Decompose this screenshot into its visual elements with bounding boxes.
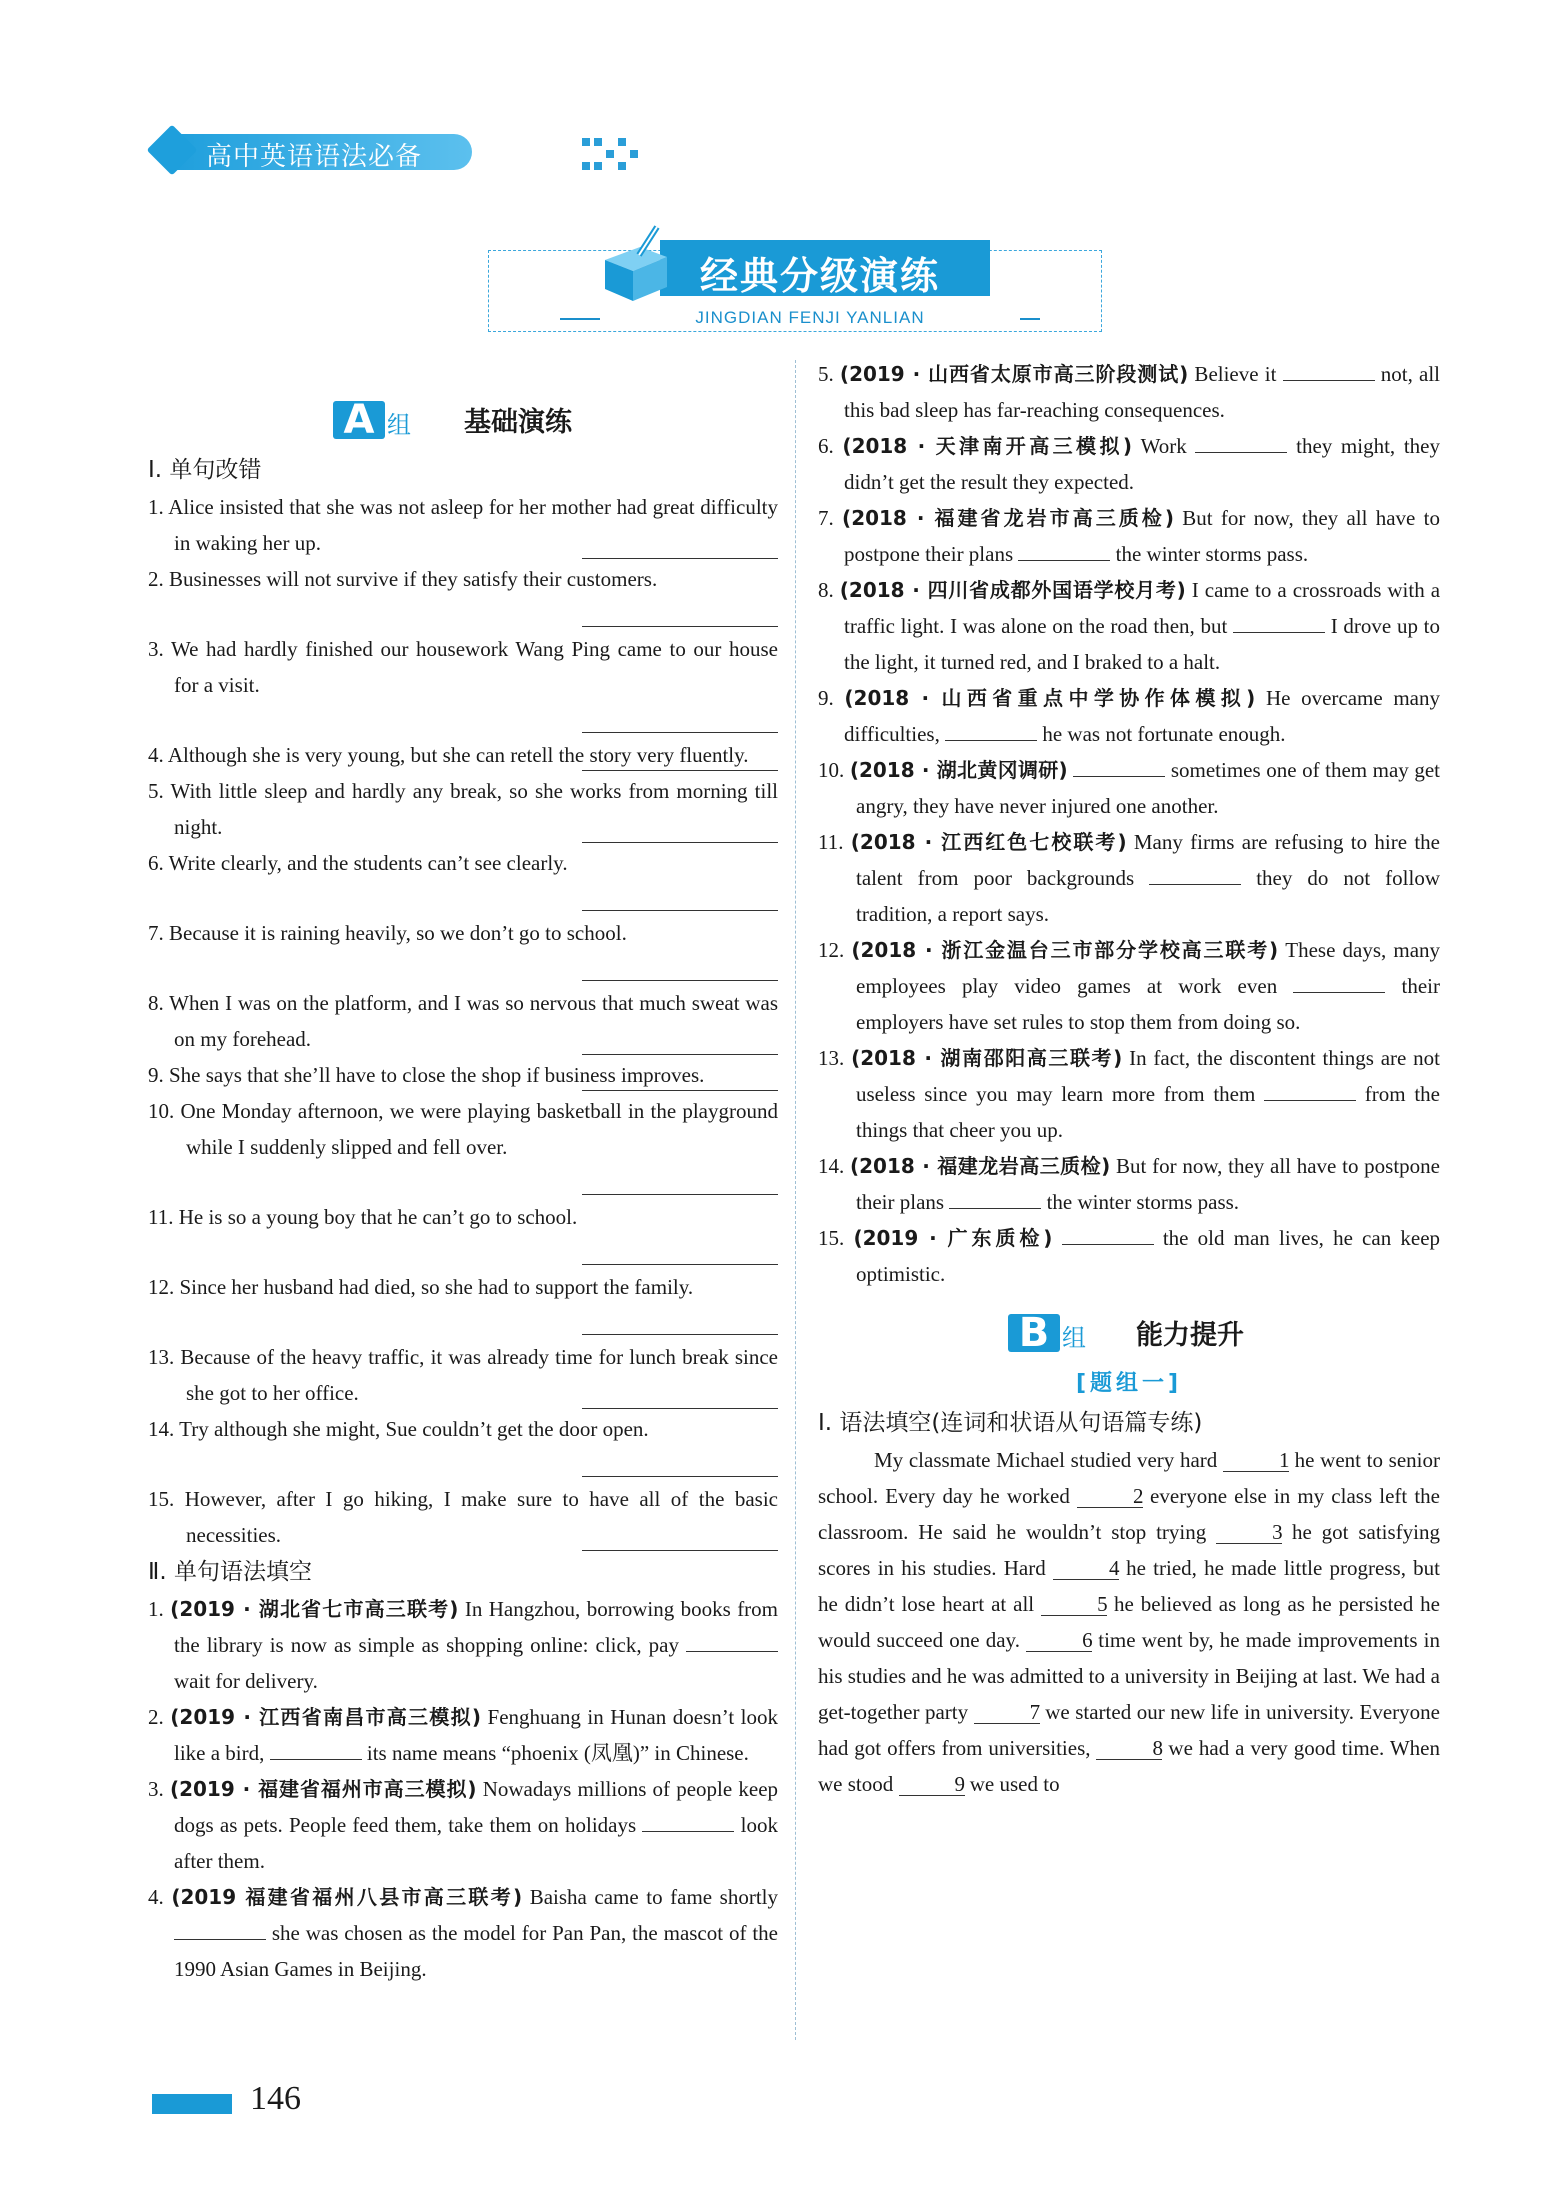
item-text-before: These days, many employees play video games at work even [856, 938, 1441, 998]
passage-blank[interactable]: 9 [899, 1773, 965, 1796]
passage-segment: we had a very good time. When we stood [818, 1736, 1441, 1796]
fill-blank[interactable] [642, 1811, 734, 1832]
correction-sentence: 2. Businesses will not survive if they satisfy their customers. [148, 567, 658, 591]
section-title: 经典分级演练 [700, 254, 941, 298]
passage-segment: he got satisfying scores in his studies. Hard [818, 1520, 1440, 1580]
item-number: 9. [818, 686, 845, 710]
item-text-after: they do not follow tradition, a report says. [856, 866, 1440, 926]
fill-in-item [148, 1771, 778, 1879]
item-source: (2018 · 四川省成都外国语学校月考) [839, 578, 1186, 602]
item-text-after: from the things that cheer you up. [856, 1082, 1440, 1142]
answer-line[interactable] [148, 1447, 778, 1481]
item-source: (2019 福建省福州八县市高三联考) [171, 1885, 523, 1909]
book-title: 高中英语语法必备 [206, 142, 423, 172]
answer-line[interactable] [148, 881, 778, 915]
fill-in-item [818, 680, 1440, 752]
correction-list [148, 489, 778, 1553]
fill-in-item [818, 1040, 1440, 1148]
item-text-before [1052, 1226, 1061, 1250]
item-text-after: wait for delivery. [174, 1669, 318, 1693]
correction-sentence: 15. However, after I go hiking, I make sure to have all of the basic necessities. [148, 1487, 778, 1547]
item-source: (2018 · 福建龙岩高三质检) [849, 1154, 1111, 1178]
correction-sentence: 7. Because it is raining heavily, so we don’t go to school. [148, 921, 627, 945]
passage-segment: time went by, he made improvements in his studies and he was admitted to a university in Beijing at last. We had a get-together party [818, 1628, 1441, 1724]
cube-pencil-icon [595, 225, 675, 305]
book-header-tag [150, 128, 570, 174]
section-heading-fill-in: Ⅱ. 单句语法填空 [148, 1559, 312, 1585]
fill-in-item [818, 1220, 1440, 1292]
correction-sentence: 3. We had hardly finished our housework Wang Ping came to our house for a visit. [148, 637, 778, 697]
item-source: (2019 · 江西省南昌市高三模拟) [170, 1705, 481, 1729]
group-b-title: 能力提升 [1136, 1320, 1244, 1351]
passage-blank[interactable]: 2 [1077, 1485, 1143, 1508]
fill-in-list-right [818, 356, 1440, 1292]
fill-in-item [818, 752, 1440, 824]
item-number: 3. [148, 1777, 170, 1801]
answer-line[interactable] [148, 951, 778, 985]
correction-item [148, 489, 778, 561]
fill-blank[interactable] [1293, 972, 1385, 993]
correction-sentence: 8. When I was on the platform, and I was so nervous that much sweat was on my forehead. [148, 991, 778, 1051]
passage-text [818, 1442, 1440, 1802]
passage-segment: he believed as long as he persisted he would succeed one day. [818, 1592, 1440, 1652]
correction-sentence: 14. Try although she might, Sue couldn’t get the door open. [148, 1417, 649, 1441]
item-text-after: he was not fortunate enough. [1037, 722, 1286, 746]
fill-blank[interactable] [1018, 540, 1110, 561]
passage-blank[interactable]: 5 [1041, 1593, 1107, 1616]
item-source: (2018 · 江西红色七校联考) [850, 830, 1127, 854]
item-text-after: she was chosen as the model for Pan Pan, the mascot of the 1990 Asian Games in Beijing. [174, 1921, 778, 1981]
correction-sentence: 10. One Monday afternoon, we were playing basketball in the playground while I suddenly slipped and fell over. [148, 1099, 778, 1159]
item-number: 6. [818, 434, 843, 458]
answer-line[interactable] [148, 597, 778, 631]
item-text-before: Baisha came to fame shortly [522, 1885, 779, 1909]
item-number: 7. [818, 506, 843, 530]
fill-in-list-left [148, 1591, 778, 1987]
item-source: (2018 · 山西省重点中学协作体模拟) [844, 686, 1256, 710]
item-text-after: their employers have set rules to stop them from doing so. [856, 974, 1441, 1034]
fill-blank[interactable] [945, 720, 1037, 741]
correction-item [148, 561, 778, 631]
fill-in-item [818, 932, 1440, 1040]
correction-sentence: 11. He is so a young boy that he can’t go to school. [148, 1205, 578, 1229]
passage-blank[interactable]: 8 [1096, 1737, 1162, 1760]
section-heading-correction: Ⅰ. 单句改错 [148, 457, 262, 483]
right-column [818, 356, 1440, 1802]
item-text-before: In fact, the discontent things are not useless since you may learn more from them [856, 1046, 1441, 1106]
correction-item [148, 631, 778, 737]
column-divider [795, 360, 796, 2040]
correction-sentence: 6. Write clearly, and the students can’t see clearly. [148, 851, 568, 875]
fill-in-item [818, 356, 1440, 428]
item-text-before: Nowadays millions of people keep dogs as pets. People feed them, take them on holidays [174, 1777, 779, 1837]
item-text-after: not, all this bad sleep has far-reaching consequences. [844, 362, 1441, 422]
fill-blank[interactable] [1195, 432, 1287, 453]
fill-in-item [818, 572, 1440, 680]
correction-sentence: 1. Alice insisted that she was not asleep for her mother had great difficulty in waking her up. [148, 495, 778, 555]
fill-in-item [148, 1591, 778, 1699]
section-title-banner [660, 240, 990, 296]
fill-blank[interactable] [270, 1739, 362, 1760]
section-title-pinyin: JINGDIAN FENJI YANLIAN [600, 308, 1020, 328]
item-source: (2018 · 天津南开高三模拟) [842, 434, 1132, 458]
answer-line[interactable] [148, 1305, 778, 1339]
fill-in-item [148, 1699, 778, 1771]
item-source: (2018 · 福建省龙岩市高三质检) [842, 506, 1174, 530]
item-text-before: I came to a crossroads with a traffic light. I was alone on the road then, but [844, 578, 1441, 638]
page-number-bar [152, 2094, 232, 2114]
correction-item [148, 1199, 778, 1269]
answer-line[interactable] [148, 703, 778, 737]
fill-blank[interactable] [1283, 360, 1375, 381]
item-text-before: But for now, they all have to postpone their plans [844, 506, 1441, 566]
passage-blank[interactable]: 4 [1053, 1557, 1119, 1580]
item-number: 5. [818, 362, 840, 386]
passage-blank[interactable]: 3 [1216, 1521, 1282, 1544]
item-text-after: its name means “phoenix (凤凰)” in Chinese. [361, 1741, 749, 1765]
fill-in-item [818, 500, 1440, 572]
left-column [148, 395, 778, 1987]
item-source: (2019 · 山西省太原市高三阶段测试) [839, 362, 1189, 386]
passage-segment: he tried, he made little progress, but he didn’t lose heart at all [818, 1556, 1440, 1616]
subgroup-label: [题组一] [1075, 1371, 1183, 1396]
item-text-after: the winter storms pass. [1110, 542, 1309, 566]
passage-segment: My classmate Michael studied very hard [874, 1448, 1223, 1472]
item-source: (2019 · 福建省福州市高三模拟) [169, 1777, 477, 1801]
item-source: (2019 · 湖北省七市高三联考) [170, 1597, 459, 1621]
group-a-header [148, 395, 778, 451]
item-text-after: they might, they didn’t get the result they expected. [844, 434, 1440, 494]
item-text-before: Fenghuang in Hunan doesn’t look like a bird, [174, 1705, 779, 1765]
item-text-after: look after them. [174, 1813, 778, 1873]
correction-item [148, 1481, 778, 1553]
fill-blank[interactable] [686, 1631, 778, 1652]
item-number: 12. [818, 938, 852, 962]
item-number: 13. [818, 1046, 852, 1070]
fill-in-item [818, 824, 1440, 932]
item-text-after: sometimes one of them may get angry, they have never injured one another. [856, 758, 1441, 818]
correction-item [148, 1269, 778, 1339]
correction-item [148, 773, 778, 845]
fill-in-item [148, 1879, 778, 1987]
group-a-title: 基础演练 [464, 407, 572, 438]
item-number: 2. [148, 1705, 171, 1729]
correction-item [148, 737, 778, 773]
correction-item [148, 1093, 778, 1199]
fill-in-item [818, 428, 1440, 500]
item-source: (2018 · 湖北黄冈调研) [849, 758, 1068, 782]
group-a-badge: A 组 [333, 403, 423, 439]
passage-segment: everyone else in my class left the classroom. He said he wouldn’t stop trying [818, 1484, 1440, 1544]
item-text-after: the old man lives, he can keep optimistic. [856, 1226, 1441, 1286]
item-text-before: Work [1132, 434, 1196, 458]
correction-sentence: 4. Although she is very young, but she can retell the story very fluently. [148, 743, 749, 767]
answer-line[interactable] [148, 1235, 778, 1269]
item-number: 4. [148, 1885, 172, 1909]
item-text-before: Many firms are refusing to hire the talent from poor backgrounds [856, 830, 1440, 890]
correction-item [148, 1339, 778, 1411]
item-source: (2019 · 广东质检) [853, 1226, 1053, 1250]
correction-item [148, 845, 778, 915]
passage-blank[interactable]: 1 [1223, 1449, 1289, 1472]
item-text-before: Believe it [1188, 362, 1283, 386]
answer-line[interactable] [148, 1165, 778, 1199]
passage-segment: he went to senior school. Every day he worked [818, 1448, 1440, 1508]
correction-item [148, 915, 778, 985]
item-number: 14. [818, 1154, 850, 1178]
item-number: 15. [818, 1226, 854, 1250]
item-text-after: I drove up to the light, it turned red, and I braked to a halt. [844, 614, 1440, 674]
pixel-dots-decoration [582, 134, 642, 170]
fill-blank[interactable] [1233, 612, 1325, 633]
correction-sentence: 9. She says that she’ll have to close the shop if business improves. [148, 1063, 705, 1087]
group-b-header [818, 1308, 1440, 1364]
item-number: 1. [148, 1597, 171, 1621]
fill-blank[interactable] [1073, 756, 1165, 777]
passage-blank[interactable]: 7 [974, 1701, 1040, 1724]
fill-blank[interactable] [1062, 1224, 1154, 1245]
item-text-before: In Hangzhou, borrowing books from the library is now as simple as shopping online: click, pay [174, 1597, 779, 1657]
correction-item [148, 985, 778, 1057]
fill-in-item [818, 1148, 1440, 1220]
item-number: 8. [818, 578, 840, 602]
fill-blank[interactable] [1264, 1080, 1356, 1101]
page-number: 146 [250, 2080, 301, 2117]
item-text-before: But for now, they all have to postpone their plans [856, 1154, 1440, 1214]
passage-segment: we started our new life in university. Everyone had got offers from universities, [818, 1700, 1440, 1760]
item-source: (2018 · 湖南邵阳高三联考) [851, 1046, 1123, 1070]
group-b-badge: B 组 [1008, 1316, 1098, 1352]
fill-blank[interactable] [949, 1188, 1041, 1209]
passage-blank[interactable]: 6 [1026, 1629, 1092, 1652]
item-text-after: the winter storms pass. [1041, 1190, 1240, 1214]
item-number: 11. [818, 830, 851, 854]
passage-segment: we used to [964, 1772, 1060, 1796]
item-text-before: He overcame many difficulties, [844, 686, 1440, 746]
item-source: (2018 · 浙江金温台三市部分学校高三联考) [851, 938, 1279, 962]
item-number: 10. [818, 758, 850, 782]
fill-blank[interactable] [1149, 864, 1241, 885]
correction-item [148, 1057, 778, 1093]
correction-sentence: 13. Because of the heavy traffic, it was already time for lunch break since she got to her office. [148, 1345, 778, 1405]
correction-sentence: 5. With little sleep and hardly any break, so she works from morning till night. [148, 779, 778, 839]
correction-item [148, 1411, 778, 1481]
section-heading-passage: Ⅰ. 语法填空(连词和状语从句语篇专练) [818, 1410, 1203, 1436]
fill-blank[interactable] [174, 1919, 266, 1940]
correction-sentence: 12. Since her husband had died, so she had to support the family. [148, 1275, 694, 1299]
